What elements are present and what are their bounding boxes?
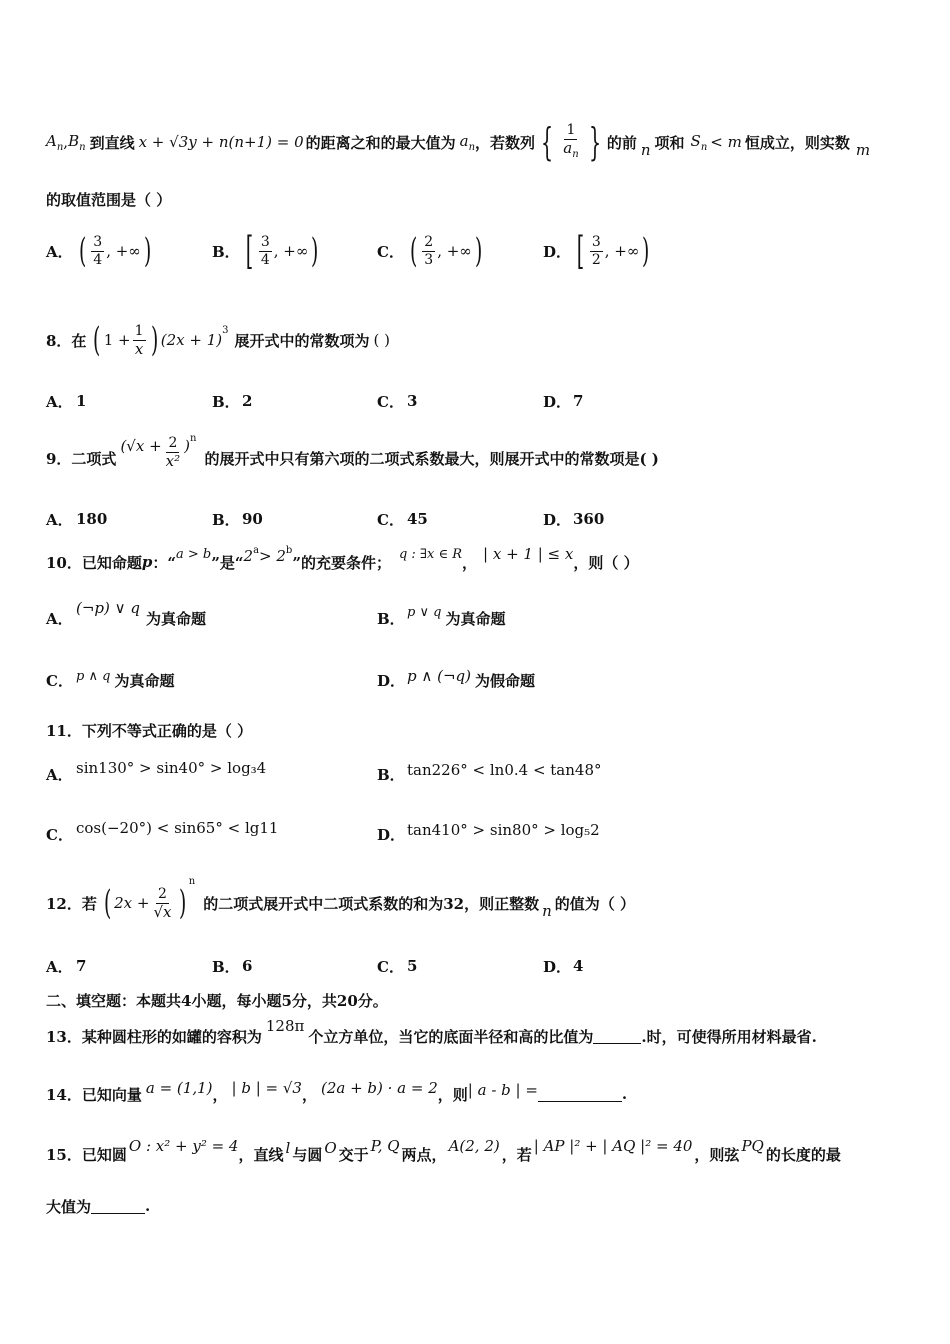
- q10-option-b[interactable]: B． p ∨ q 为真命题: [377, 604, 506, 628]
- q8-option-c[interactable]: C． 3: [377, 392, 418, 411]
- point-a: $A_n$: [46, 131, 64, 153]
- q12-option-c[interactable]: C． 5: [377, 957, 418, 976]
- answer-paren: ( ): [373, 331, 391, 349]
- q7-option-c[interactable]: C． ( $\frac{2}{3}$ , +∞ ): [377, 231, 483, 271]
- q9-option-c[interactable]: C． 45: [377, 510, 428, 529]
- seq-fraction: $\frac{1}{a_n}$: [563, 121, 579, 160]
- q14-stem: 14．已知向量 a = (1,1) ， | b | = √3 ， (2a + b) · a = 2 ，则 | a - b | = .: [46, 1079, 628, 1104]
- q15-stem-line1: 15．已知圆 O : x² + y² = 4 ，直线 l 与圆 O 交于 P, Q 两点， A(2, 2) ，若 | AP |² + | AQ |² = 40 ，则弦 PQ 的长度的最: [46, 1137, 841, 1164]
- q12-option-b[interactable]: B． 6: [212, 957, 253, 976]
- q12-stem: 12．若 ( 2x + $\frac{2}{√x}$ ) n 的二项式展开式中二项式系数的和为32，则正整数 n 的值为（ ）: [46, 875, 636, 923]
- q7-text: 到直线: [89, 133, 135, 152]
- q12-option-d[interactable]: D． 4: [543, 957, 584, 976]
- section-2-heading: 二、填空题：本题共4小题，每小题5分，共20分。: [46, 991, 388, 1010]
- lt-m: < m: [710, 133, 742, 151]
- a-n: $a_n$: [459, 131, 476, 153]
- q9-option-b[interactable]: B． 90: [212, 510, 263, 529]
- q13-answer-blank[interactable]: [593, 1029, 641, 1044]
- q11-option-d[interactable]: D． tan410° > sin80° > log₅2: [377, 821, 600, 844]
- q9-prefix: 9．二项式: [46, 449, 117, 468]
- q8-option-a[interactable]: A． 1: [46, 392, 87, 411]
- q7-stem-line2: 的取值范围是（ ）: [46, 190, 172, 209]
- m-var: m: [855, 141, 871, 159]
- q7-text: 的距离之和的最大值为: [305, 133, 456, 152]
- q9-option-d[interactable]: D． 360: [543, 510, 605, 529]
- q7-option-b[interactable]: B． [ $\frac{3}{4}$ , +∞ ): [212, 229, 319, 273]
- q7-option-a[interactable]: A． ( $\frac{3}{4}$ , +∞ ): [46, 231, 152, 271]
- q9-text: 的展开式中只有第六项的二项式系数最大，则展开式中的常数项是( ): [204, 449, 659, 468]
- q10-option-a[interactable]: A． (¬p) ∨ q 为真命题: [46, 599, 207, 628]
- q15-answer-blank[interactable]: [91, 1199, 145, 1214]
- q7-text: 的前: [606, 133, 637, 152]
- q15-stem-line2: 大值为 .: [46, 1197, 151, 1216]
- q11-stem: 11．下列不等式正确的是（ ）: [46, 721, 253, 740]
- q9-stem: 9．二项式 (√x + $\frac{2}{\text{x²}}$ ) n 的展开式中只有第六项的二项式系数最大，则展开式中的常数项是( ): [46, 432, 659, 470]
- q7-text: ，若数列: [475, 133, 536, 152]
- q9-option-a[interactable]: A． 180: [46, 510, 108, 529]
- line-equation: x + √3y + n(n+1) = 0: [138, 133, 304, 151]
- s-n: $S_n$: [690, 131, 708, 153]
- q8-option-d[interactable]: D． 7: [543, 392, 584, 411]
- q10-option-c[interactable]: C． p ∧ q 为真命题: [46, 668, 175, 690]
- q8-option-b[interactable]: B． 2: [212, 392, 253, 411]
- q11-option-a[interactable]: A． sin130° > sin40° > log₃4: [46, 759, 267, 784]
- point-b: $B_n$: [68, 131, 86, 153]
- q11-option-c[interactable]: C． cos(−20°) < sin65° < lg11: [46, 819, 279, 844]
- q12-option-a[interactable]: A． 7: [46, 957, 87, 976]
- q10-stem: 10．已知命题 p ：“ a > b ”是“ 2 a > 2 b ”的充要条件； q : ∃x ∈ R ， | x + 1 | ≤ x ，则（ ）: [46, 544, 639, 572]
- q13-stem: 13．某种圆柱形的如罐的容积为 128π 个立方单位，当它的底面半径和高的比值为 .时，可使得所用材料最省.: [46, 1017, 817, 1046]
- q7-option-d[interactable]: D． [ $\frac{3}{2}$ , +∞ ): [543, 229, 650, 273]
- q14-answer-blank[interactable]: [538, 1087, 622, 1102]
- q8-prefix: 8．在: [46, 331, 87, 350]
- q11-option-b[interactable]: B． tan226° < ln0.4 < tan48°: [377, 761, 602, 784]
- q7-text: 项和: [654, 133, 685, 152]
- q8-text: 展开式中的常数项为: [234, 331, 370, 350]
- q7-stem-line1: $A_n$ , $B_n$ 到直线 x + √3y + n(n+1) = 0 的距离之和的最大值为 $a_n$ ，若数列 { $\frac{1}{a_n}$ } 的前 n 项和 $S_n$ < m 恒成立，则实数 m: [46, 120, 871, 164]
- n-var: n: [640, 141, 651, 159]
- q8-stem: 8．在 ( 1 + $\frac{1}{x}$ ) (2x + 1) 3 展开式中的常数项为 ( ): [46, 320, 391, 360]
- q7-text: 恒成立，则实数: [744, 133, 850, 152]
- q10-option-d[interactable]: D． p ∧ (¬q) 为假命题: [377, 667, 536, 690]
